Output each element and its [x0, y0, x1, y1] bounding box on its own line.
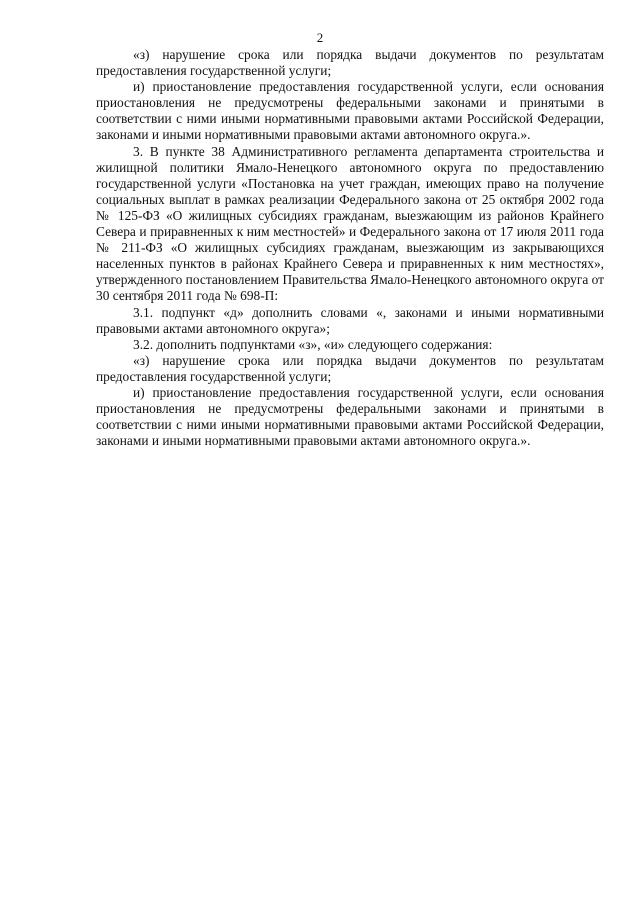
paragraph-item-z-first: «з) нарушение срока или порядка выдачи документов по результатам предоставления государственной услуги;	[96, 47, 604, 79]
document-body	[96, 47, 604, 449]
paragraph-section-3: 3. В пункте 38 Административного регламента департамента строительства и жилищной политики Ямало-Ненецкого автономного округа по предоставлению государственной услуги «Постановка на учет граждан, имеющих право на получение социальных выплат в рамках реализации Федерального закона от 25 октября 2002 года № 125-ФЗ «О жилищных субсидиях гражданам, выезжающим из районов Крайнего Севера и приравненных к ним местностей» и Федерального закона от 17 июля 2011 года № 211-ФЗ «О жилищных субсидиях гражданам, выезжающим из закрывающихся населенных пунктов в районах Крайнего Севера и приравненных к ним местностях», утвержденного постановлением Правительства Ямало-Ненецкого автономного округа от 30 сентября 2011 года № 698-П:	[96, 143, 604, 304]
paragraph-item-z-second: «з) нарушение срока или порядка выдачи документов по результатам предоставления государственной услуги;	[96, 352, 604, 384]
page-number: 2	[316, 30, 324, 45]
paragraph-item-i-second: и) приостановление предоставления государственной услуги, если основания приостановления не предусмотрены федеральными законами и принятыми в соответствии с ними иными нормативными правовыми актами Российской Федерации, законами и иными нормативными правовыми актами автономного округа.».	[96, 384, 604, 449]
paragraph-item-i-first: и) приостановление предоставления государственной услуги, если основания приостановления не предусмотрены федеральными законами и принятыми в соответствии с ними иными нормативными правовыми актами Российской Федерации, законами и иными нормативными правовыми актами автономного округа.».	[96, 79, 604, 143]
paragraph-subsection-3-1: 3.1. подпункт «д» дополнить словами «, законами и иными нормативными правовыми актами автономного округа»;	[96, 304, 604, 336]
paragraph-subsection-3-2: 3.2. дополнить подпунктами «з», «и» следующего содержания:	[133, 336, 493, 352]
